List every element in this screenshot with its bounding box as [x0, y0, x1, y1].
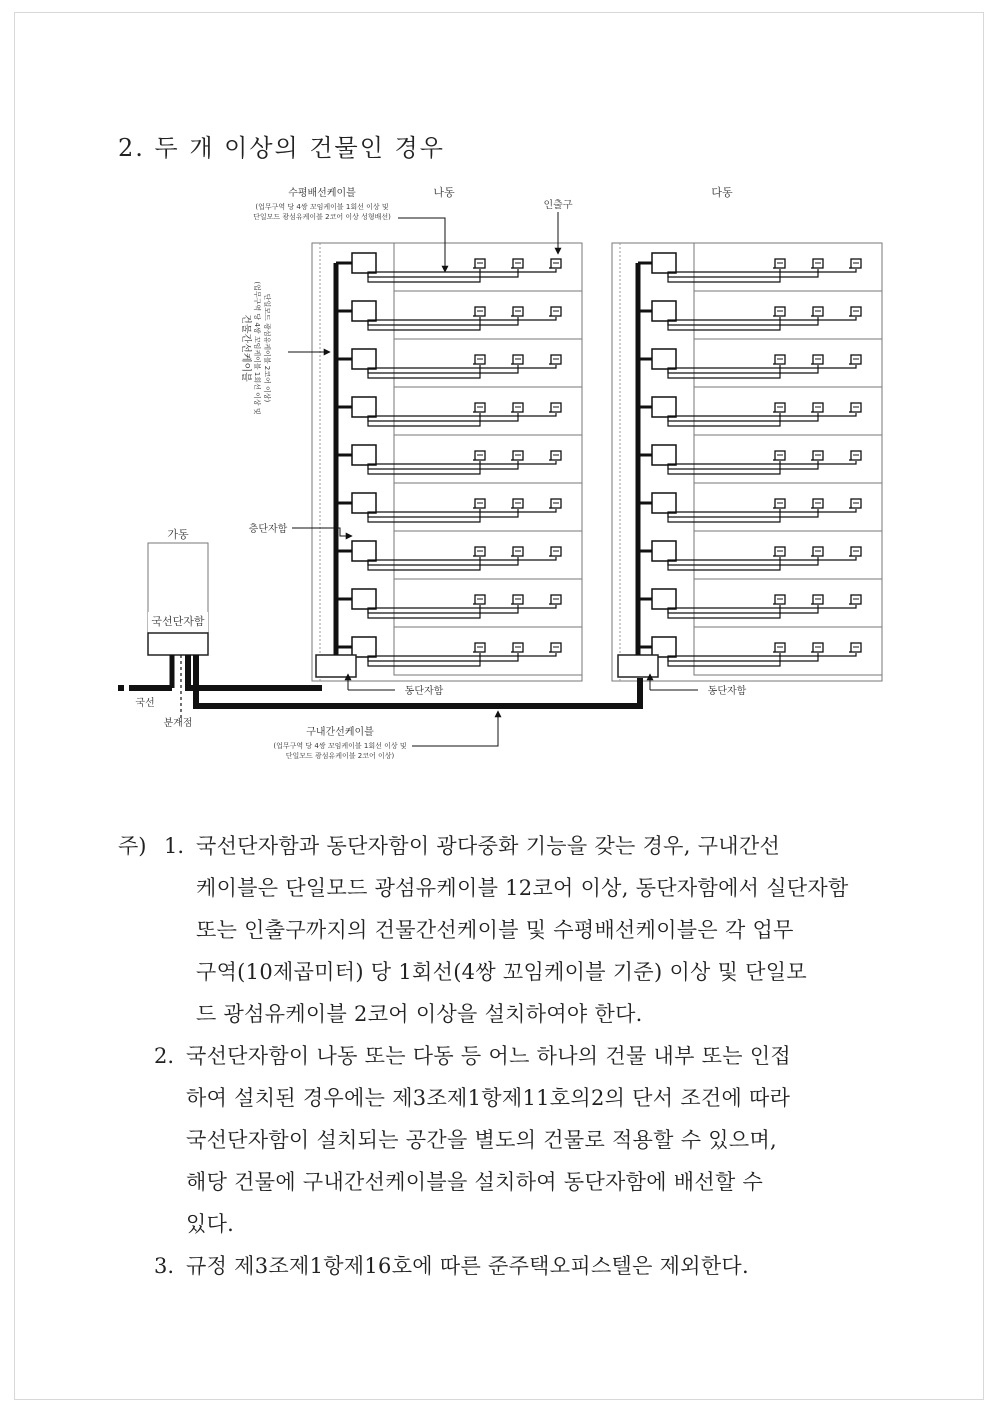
- outlet-icon: [549, 499, 561, 508]
- outlet-icon: [811, 259, 823, 268]
- floor-row: [638, 435, 882, 483]
- floor-row: [638, 483, 882, 531]
- outlet-icon: [773, 259, 785, 268]
- note-line: 구역(10제곱미터) 당 1회선(4쌍 꼬임케이블 기준) 이상 및 단일모: [196, 960, 807, 984]
- outlet-icon: [549, 403, 561, 412]
- outlet-icon: [773, 499, 785, 508]
- campus-cable-label: 구내간선케이블: [306, 727, 374, 738]
- floor-terminal-box: [352, 541, 376, 561]
- campus-cable-to-na: [188, 655, 322, 688]
- outlet-icon: [511, 307, 523, 316]
- outlet-icon: [849, 547, 861, 556]
- horizontal-cable-note-1: (업무구역 당 4쌍 꼬임케이블 1회선 이상 및: [255, 203, 389, 211]
- floor-terminal-box: [652, 541, 676, 561]
- floor-terminal-box: [652, 637, 676, 657]
- outlet-icon: [511, 547, 523, 556]
- note-item-1: [118, 825, 888, 1035]
- note-line: 하여 설치된 경우에는 제3조제1항제11호의2의 단서 조건에 따라: [186, 1086, 791, 1110]
- floor-row: [638, 339, 882, 387]
- floor-row: [638, 531, 882, 579]
- outlet-icon: [549, 547, 561, 556]
- floor-terminal-box: [652, 349, 676, 369]
- outlet-icon: [773, 595, 785, 604]
- floor-row: [336, 627, 582, 675]
- outlet-icon: [473, 307, 485, 316]
- outlet-icon: [811, 355, 823, 364]
- campus-cable-note-1: (업무구역 당 4쌍 꼬임케이블 1회선 이상 및: [273, 742, 407, 750]
- floor-terminal-box: [352, 589, 376, 609]
- trunk-cable-note-2: 단일모드 광섬유케이블 2코어 이상): [263, 293, 271, 403]
- building-na-label: 나동: [433, 186, 455, 199]
- note-number: 2.: [154, 1044, 175, 1068]
- campus-cable-note-2: 단일모드 광섬유케이블 2코어 이상): [285, 752, 395, 760]
- floor-row: [336, 291, 582, 339]
- outlet-icon: [849, 643, 861, 652]
- demarcation-label: 분계점: [163, 718, 193, 729]
- dong-terminal-box-da: [618, 655, 658, 677]
- note-line: 또는 인출구까지의 건물간선케이블 및 수평배선케이블은 각 업무: [196, 918, 794, 942]
- outlet-icon: [773, 547, 785, 556]
- note-line: 규정 제3조제1항제16호에 따른 준주택오피스텔은 제외한다.: [186, 1254, 749, 1278]
- outlet-icon: [511, 259, 523, 268]
- outlet-icon: [549, 307, 561, 316]
- outlet-icon: [849, 307, 861, 316]
- note-line: 국선단자함과 동단자함이 광다중화 기능을 갖는 경우, 구내간선: [196, 834, 781, 858]
- trunk-cable-note-1: (업무구역 당 4쌍 꼬임케이블 1회선 이상 및: [253, 281, 261, 415]
- outlet-icon: [773, 403, 785, 412]
- floor-row: [336, 339, 582, 387]
- notes-section: [118, 825, 888, 1287]
- building-na-floors: [336, 243, 582, 675]
- floor-terminal-box: [352, 301, 376, 321]
- floor-row: [638, 243, 882, 291]
- outlet-icon: [473, 451, 485, 460]
- outlet-icon: [811, 643, 823, 652]
- outlet-icon: [511, 355, 523, 364]
- horizontal-cable-note-2: 단일모드 광섬유케이블 2코어 이상 성형배선): [253, 213, 391, 221]
- floor-row: [638, 291, 882, 339]
- outlet-icon: [511, 451, 523, 460]
- outlet-icon: [549, 259, 561, 268]
- floor-row: [336, 243, 582, 291]
- outlet-label: 인출구: [543, 200, 573, 211]
- outlet-icon: [811, 499, 823, 508]
- outlet-icon: [811, 547, 823, 556]
- floor-terminal-box: [652, 253, 676, 273]
- outlet-icon: [511, 643, 523, 652]
- outlet-icon: [473, 547, 485, 556]
- floor-terminal-box: [352, 637, 376, 657]
- building-ga-label: 가동: [167, 528, 189, 541]
- outlet-icon: [849, 499, 861, 508]
- floor-terminal-box: [352, 493, 376, 513]
- outlet-icon: [511, 403, 523, 412]
- building-da-floors: [638, 243, 882, 675]
- trunk-cable-label-group: [240, 281, 272, 414]
- note-number: 1.: [164, 834, 185, 858]
- outlet-icon: [473, 259, 485, 268]
- floor-row: [336, 435, 582, 483]
- dong-box-na-label: 동단자함: [404, 686, 444, 697]
- floor-terminal-box: [352, 349, 376, 369]
- trunk-cable-label: 건물간선케이블: [240, 314, 251, 382]
- outlet-icon: [549, 643, 561, 652]
- outlet-icon: [849, 403, 861, 412]
- notes-prefix: 주): [118, 834, 147, 858]
- outlet-icon: [473, 595, 485, 604]
- floor-row: [336, 579, 582, 627]
- floor-row: [336, 387, 582, 435]
- floor-terminal-box: [652, 589, 676, 609]
- outlet-icon: [849, 355, 861, 364]
- outlet-icon: [549, 355, 561, 364]
- outlet-icon: [811, 451, 823, 460]
- outlet-icon: [773, 643, 785, 652]
- outlet-icon: [473, 643, 485, 652]
- floor-terminal-box: [352, 445, 376, 465]
- outlet-icon: [511, 499, 523, 508]
- outlet-icon: [773, 307, 785, 316]
- horizontal-cable-label: 수평배선케이블: [288, 188, 356, 199]
- floor-terminal-box: [652, 301, 676, 321]
- section-heading: 2. 두 개 이상의 건물인 경우: [118, 134, 445, 162]
- outlet-icon: [811, 595, 823, 604]
- gukseon-label: 국선: [135, 698, 155, 709]
- floor-row: [336, 531, 582, 579]
- outlet-icon: [473, 499, 485, 508]
- gukseon-terminal-box: [148, 633, 208, 655]
- dong-box-da-label: 동단자함: [707, 686, 747, 697]
- note-item-2: [118, 1035, 888, 1245]
- gukseon-box-label: 국선단자함: [151, 615, 205, 628]
- outlet-icon: [773, 451, 785, 460]
- floor-terminal-box: [652, 493, 676, 513]
- note-item-3: [118, 1245, 888, 1287]
- outlet-icon: [511, 595, 523, 604]
- floor-terminal-box: [352, 253, 376, 273]
- floor-terminal-box: [652, 445, 676, 465]
- outlet-icon: [549, 595, 561, 604]
- building-da-label: 다동: [711, 186, 733, 199]
- floor-terminal-box: [352, 397, 376, 417]
- outlet-icon: [849, 259, 861, 268]
- outlet-icon: [849, 451, 861, 460]
- note-line: 케이블은 단일모드 광섬유케이블 12코어 이상, 동단자함에서 실단자함: [196, 876, 849, 900]
- note-line: 해당 건물에 구내간선케이블을 설치하여 동단자함에 배선할 수: [186, 1170, 764, 1194]
- floor-row: [638, 627, 882, 675]
- outlet-icon: [811, 307, 823, 316]
- outlet-icon: [549, 451, 561, 460]
- note-line: 국선단자함이 설치되는 공간을 별도의 건물로 적용할 수 있으며,: [186, 1128, 778, 1152]
- floor-row: [336, 483, 582, 531]
- dong-terminal-box-na: [316, 655, 356, 677]
- outlet-icon: [773, 355, 785, 364]
- note-number: 3.: [154, 1254, 175, 1278]
- note-line: 있다.: [186, 1212, 235, 1236]
- outlet-icon: [473, 355, 485, 364]
- note-line: 드 광섬유케이블 2코어 이상을 설치하여야 한다.: [196, 1002, 643, 1026]
- floor-row: [638, 579, 882, 627]
- outlet-icon: [811, 403, 823, 412]
- outlet-icon: [849, 595, 861, 604]
- floor-box-label: 층단자함: [248, 524, 288, 535]
- floor-row: [638, 387, 882, 435]
- floor-terminal-box: [652, 397, 676, 417]
- note-line: 국선단자함이 나동 또는 다동 등 어느 하나의 건물 내부 또는 인접: [186, 1044, 791, 1068]
- outlet-icon: [473, 403, 485, 412]
